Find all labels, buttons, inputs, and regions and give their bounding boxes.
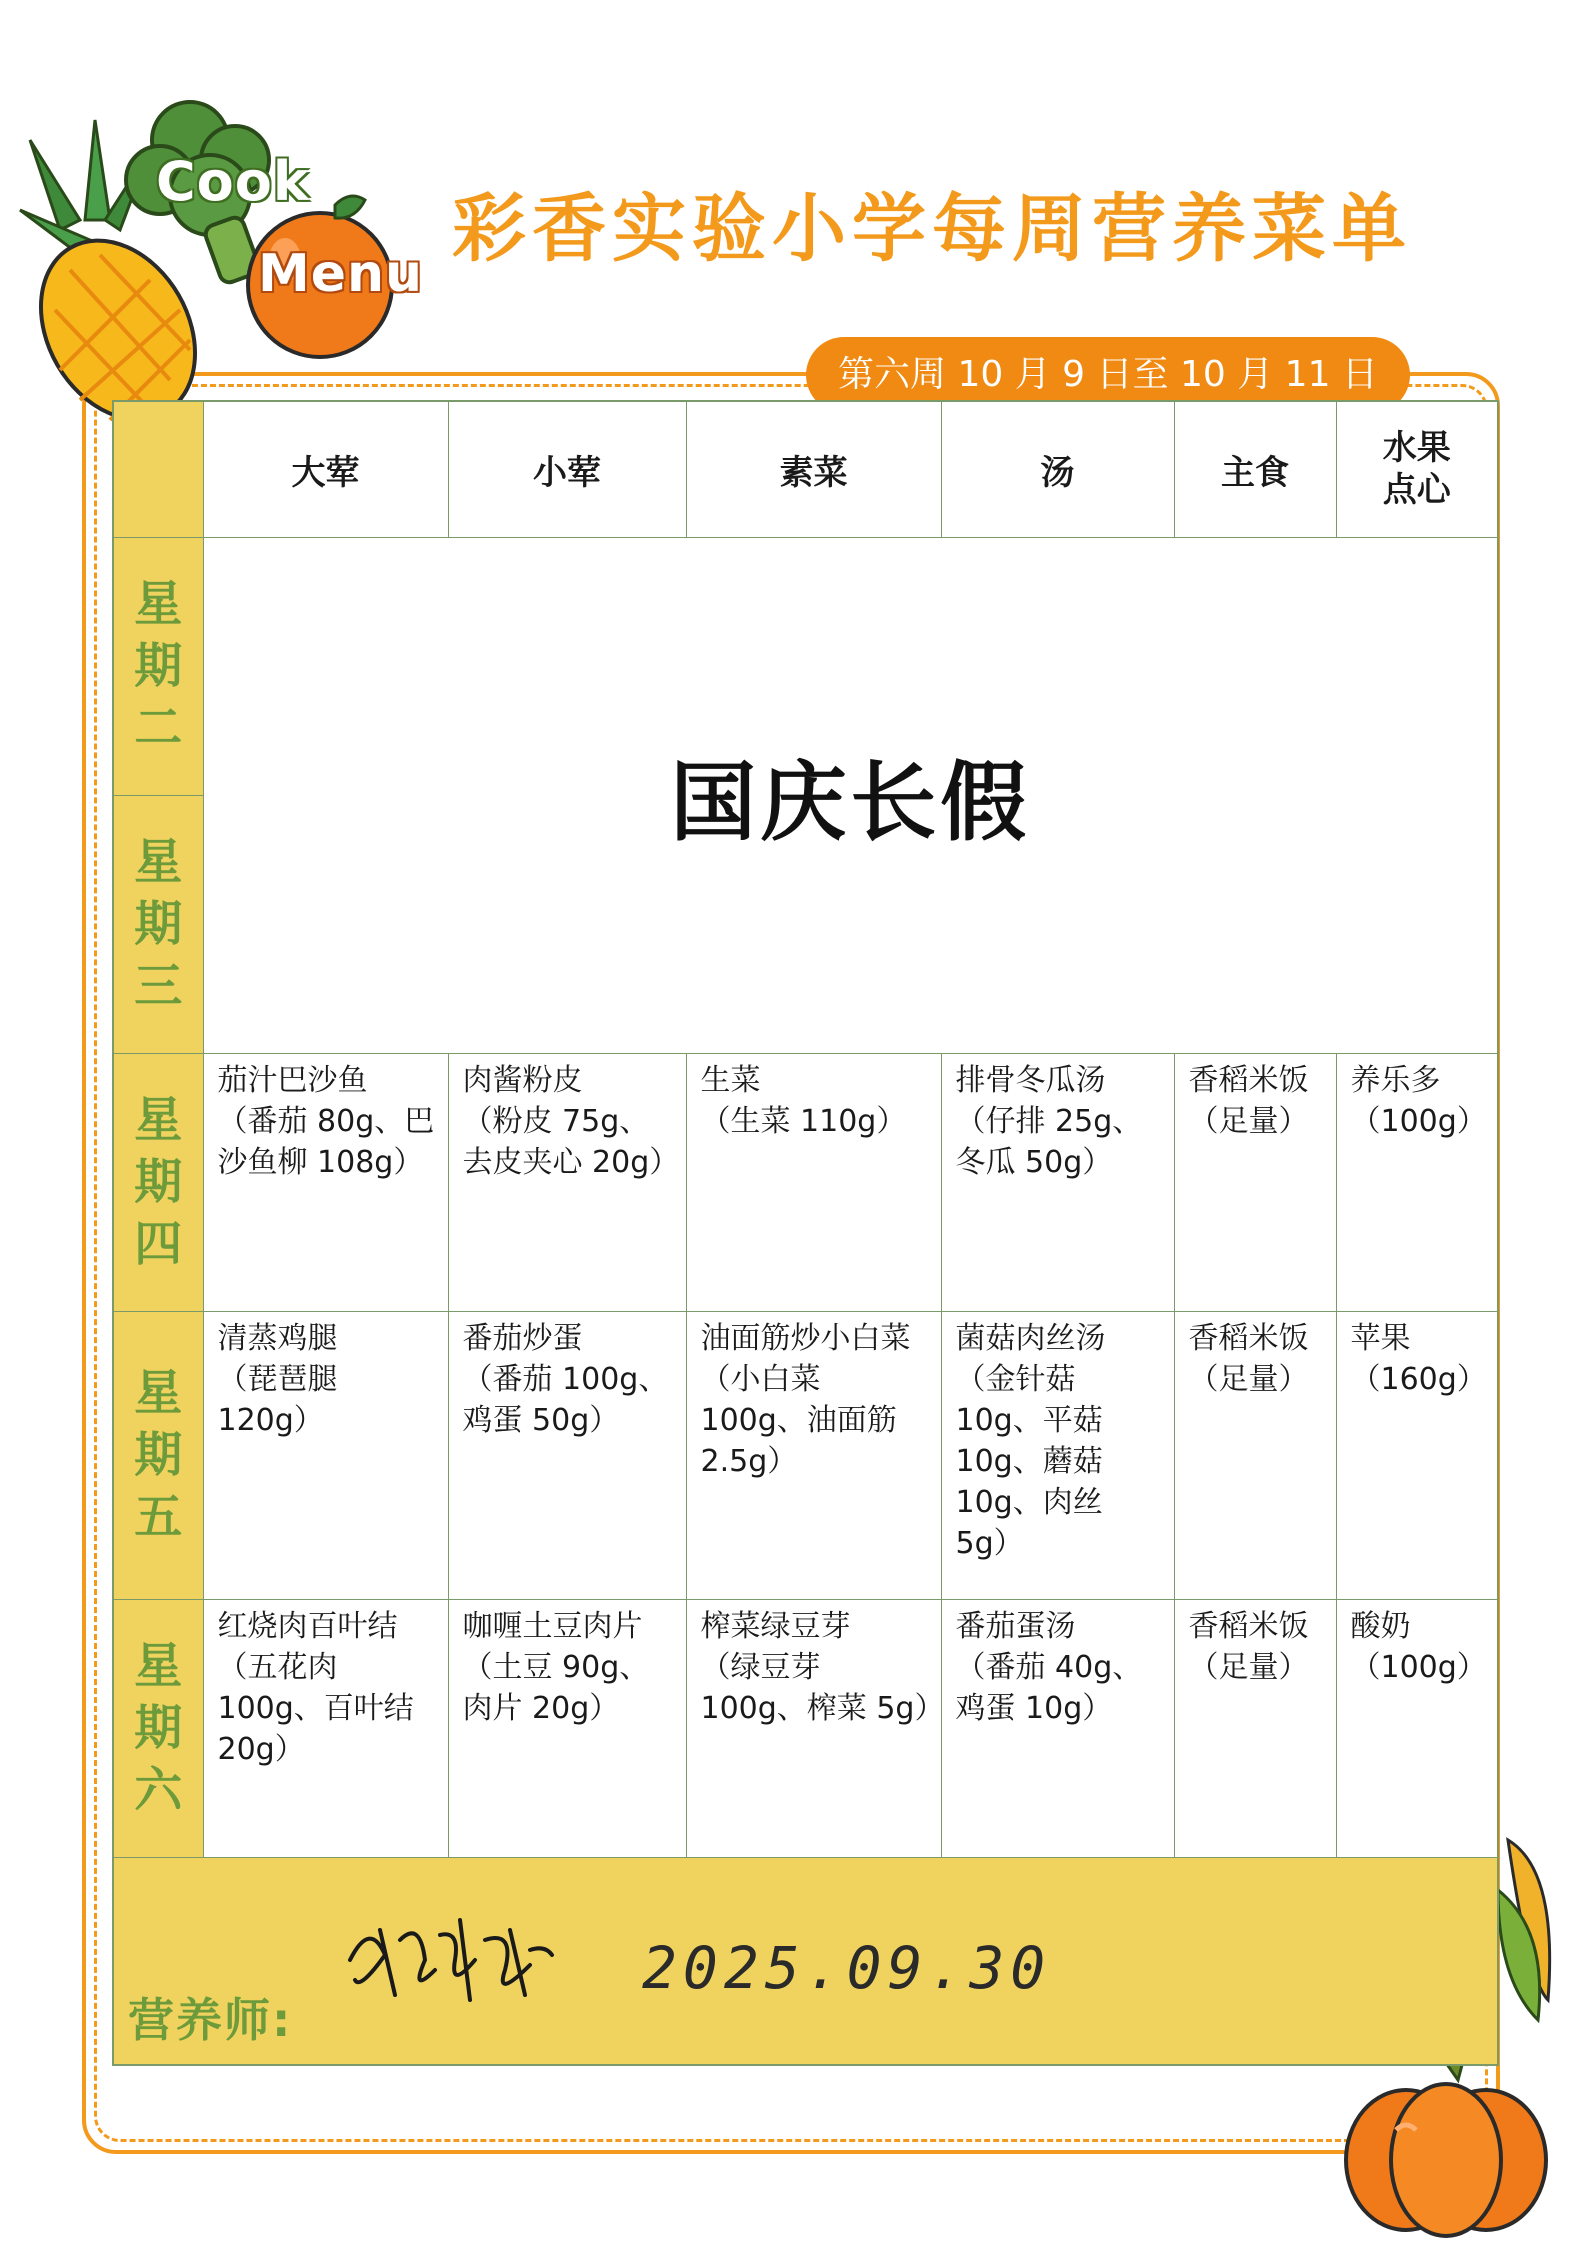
day-label: 星 期 二 (113, 537, 203, 795)
day-label: 星 期 六 (113, 1599, 203, 1857)
menu-cell (1336, 1599, 1498, 1857)
menu-cell (1174, 1599, 1336, 1857)
dish-name: 香稻米饭 (1188, 1062, 1309, 1098)
dish-detail: （仔排 25g、冬瓜 50g） (955, 1103, 1143, 1180)
dish-name: 生菜 (700, 1062, 761, 1098)
signature-area (113, 1857, 1498, 2065)
signature-date: 2025.09.30 (642, 1933, 1052, 2002)
day-label: 星 期 五 (113, 1311, 203, 1599)
menu-cell (1174, 1311, 1336, 1599)
dish-name: 香稻米饭 (1188, 1608, 1309, 1644)
week-badge: 第六周 10 月 9 日至 10 月 11 日 (806, 337, 1410, 413)
dish-name: 榨菜绿豆芽 (700, 1608, 851, 1644)
column-header: 水果 点心 (1336, 401, 1498, 537)
menu-cell (448, 1053, 686, 1311)
day-label: 星 期 三 (113, 795, 203, 1053)
logo-cook: Cook (156, 150, 310, 213)
dish-detail: （五花肉 100g、百叶结 20g） (217, 1649, 414, 1767)
dish-name: 苹果 (1350, 1320, 1411, 1356)
dish-detail: （100g） (1350, 1649, 1487, 1685)
dish-detail: （金针菇 10g、平菇 10g、蘑菇 10g、肉丝 5g） (955, 1361, 1103, 1561)
menu-cell (686, 1053, 941, 1311)
menu-cell (1336, 1053, 1498, 1311)
dish-name: 红烧肉百叶结 (217, 1608, 398, 1644)
day-row (113, 1311, 1498, 1599)
dish-name: 香稻米饭 (1188, 1320, 1309, 1356)
signature (340, 1900, 560, 2010)
menu-cell (448, 1599, 686, 1857)
column-header: 素菜 (686, 401, 941, 537)
dish-detail: （琵琶腿 120g） (217, 1361, 338, 1438)
menu-cell (1174, 1053, 1336, 1311)
dish-detail: （生菜 110g） (700, 1103, 907, 1139)
menu-cell (448, 1311, 686, 1599)
footer-row (113, 1857, 1498, 2065)
dish-name: 排骨冬瓜汤 (955, 1062, 1106, 1098)
column-header: 主食 (1174, 401, 1336, 537)
dish-detail: （160g） (1350, 1361, 1487, 1397)
column-header: 汤 (941, 401, 1174, 537)
dish-detail: （绿豆芽 100g、榨菜 5g） (700, 1649, 945, 1726)
dish-name: 茄汁巴沙鱼 (217, 1062, 368, 1098)
page-title: 彩香实验小学每周营养菜单 (452, 186, 1412, 272)
dish-detail: （粉皮 75g、去皮夹心 20g） (462, 1103, 680, 1180)
dish-detail: （番茄 40g、鸡蛋 10g） (955, 1649, 1143, 1726)
column-header: 小荤 (448, 401, 686, 537)
pumpkin-icon (1326, 2040, 1566, 2240)
corn-icon (1488, 1830, 1568, 2030)
day-label: 星 期 四 (113, 1053, 203, 1311)
dish-name: 菌菇肉丝汤 (955, 1320, 1106, 1356)
nutritionist-label: 营养师: (128, 1993, 293, 2047)
menu-cell (686, 1599, 945, 1857)
menu-cell (203, 1599, 448, 1857)
header-row (113, 401, 1498, 537)
dish-name: 番茄蛋汤 (955, 1608, 1076, 1644)
dish-detail: （足量） (1188, 1361, 1309, 1397)
dish-detail: （番茄 100g、鸡蛋 50g） (462, 1361, 669, 1438)
menu-cell (1336, 1311, 1498, 1599)
menu-table (112, 400, 1499, 2066)
dish-name: 酸奶 (1350, 1608, 1411, 1644)
day-row (113, 537, 1498, 795)
column-header: 大荤 (203, 401, 448, 537)
dish-name: 养乐多 (1350, 1062, 1441, 1098)
dish-name: 肉酱粉皮 (462, 1062, 583, 1098)
menu-cell (203, 1053, 448, 1311)
logo-menu: Menu (258, 244, 424, 304)
dish-name: 清蒸鸡腿 (217, 1320, 338, 1356)
menu-cell (203, 1311, 448, 1599)
dish-detail: （小白菜 100g、油面筋 2.5g） (700, 1361, 897, 1479)
corner-cell (113, 401, 203, 537)
day-row (113, 1053, 1498, 1311)
dish-name: 番茄炒蛋 (462, 1320, 583, 1356)
dish-detail: （足量） (1188, 1103, 1309, 1139)
day-row (113, 1599, 1498, 1857)
menu-cell (686, 1311, 941, 1599)
dish-detail: （足量） (1188, 1649, 1309, 1685)
menu-cell (941, 1311, 1174, 1599)
dish-name: 油面筋炒小白菜 (700, 1320, 911, 1356)
holiday-cell: 国庆长假 (203, 537, 1498, 1053)
menu-cell (941, 1599, 1174, 1857)
menu-cell (941, 1053, 1174, 1311)
dish-detail: （番茄 80g、巴沙鱼柳 108g） (217, 1103, 435, 1180)
dish-detail: （土豆 90g、肉片 20g） (462, 1649, 650, 1726)
dish-detail: （100g） (1350, 1103, 1487, 1139)
dish-name: 咖喱土豆肉片 (462, 1608, 643, 1644)
